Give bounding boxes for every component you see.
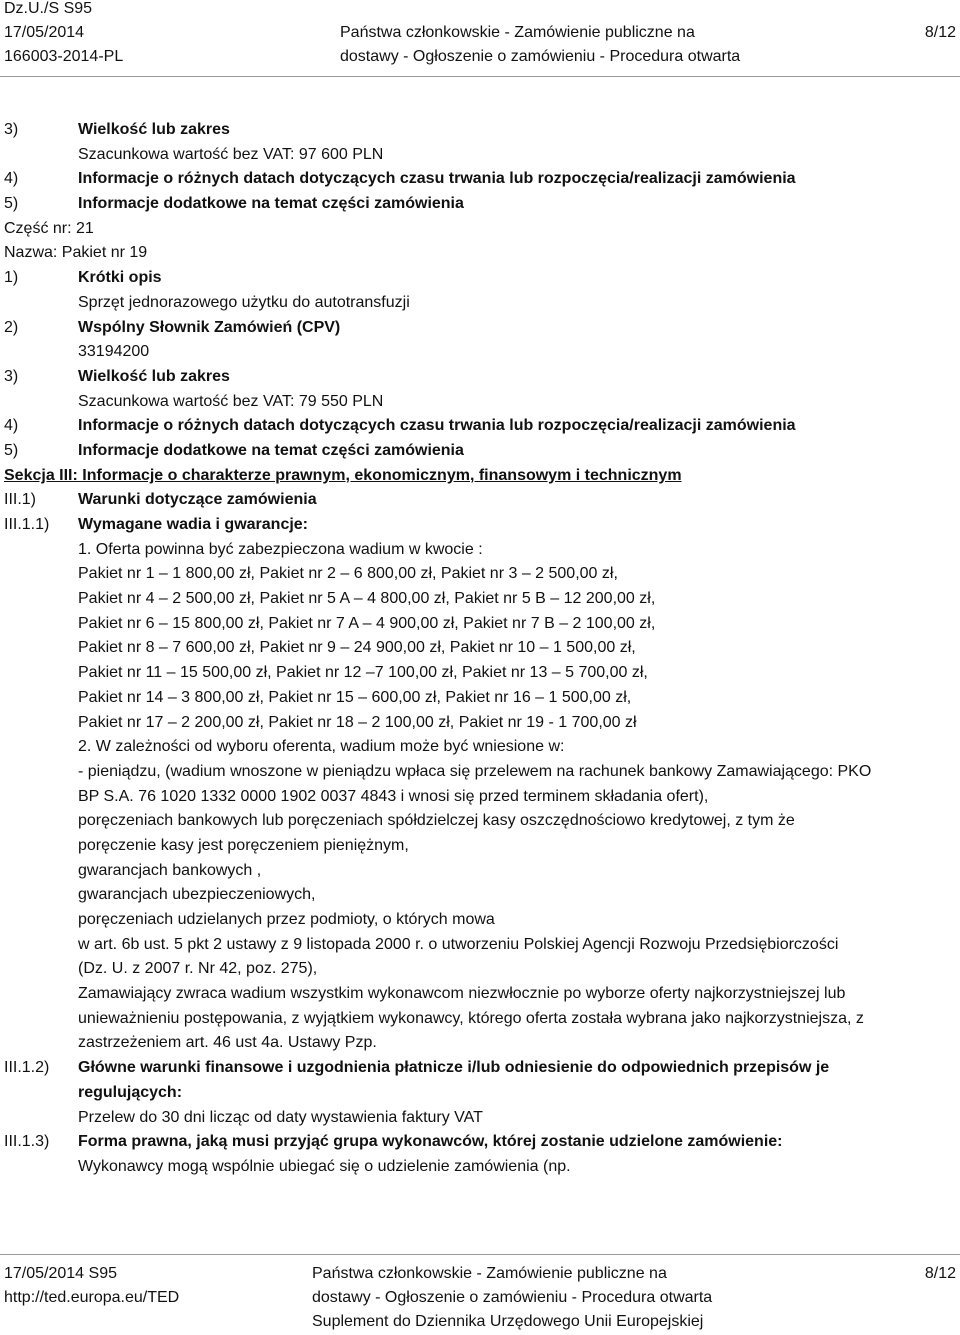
- text-line: [0, 908, 960, 933]
- text-line: [0, 587, 960, 612]
- text-line: [0, 562, 960, 587]
- footer-date-issue: 17/05/2014 S95: [4, 1265, 117, 1282]
- section-number: 5): [4, 441, 19, 459]
- line-text: Pakiet nr 14 – 3 800,00 zł, Pakiet nr 15 – 600,00 zł, Pakiet nr 16 – 1 500,00 zł,: [78, 688, 632, 706]
- line-text: unieważnieniu postępowania, z wyjątkiem wykonawcy, którego oferta została wybrana jako najkorzystniejsza, z: [78, 1009, 864, 1027]
- section-number: 1): [4, 269, 19, 287]
- text-line: [0, 118, 960, 143]
- line-text: gwarancjach ubezpieczeniowych,: [78, 886, 316, 904]
- line-text: Zamawiający zwraca wadium wszystkim wykonawcom niezwłocznie po wyborze oferty najkorzystniejszej lub: [78, 985, 846, 1003]
- text-line: [0, 883, 960, 908]
- text-line: [0, 1031, 960, 1056]
- line-text: Pakiet nr 17 – 2 200,00 zł, Pakiet nr 18 – 2 100,00 zł, Pakiet nr 19 - 1 700,00 zł: [78, 713, 637, 731]
- line-text: Pakiet nr 8 – 7 600,00 zł, Pakiet nr 9 – 24 900,00 zł, Pakiet nr 10 – 1 500,00 zł,: [78, 639, 636, 657]
- line-text: poręczenie kasy jest poręczeniem pieniężnym,: [78, 836, 409, 854]
- text-line: [0, 859, 960, 884]
- line-text: zastrzeżeniem art. 46 ust 4a. Ustawy Pzp.: [78, 1034, 377, 1052]
- text-line: [0, 982, 960, 1007]
- line-text: poręczeniach bankowych lub poręczeniach spółdzielczej kasy oszczędnościowo kredytowej, z tym że: [78, 812, 795, 830]
- footer-title-line1: Państwa członkowskie - Zamówienie publiczne na: [312, 1265, 667, 1282]
- document-body: [0, 118, 960, 1180]
- text-line: [0, 365, 960, 390]
- text-line: [0, 1130, 960, 1155]
- text-line: [0, 291, 960, 316]
- header-divider: [0, 76, 960, 77]
- text-line: [0, 167, 960, 192]
- line-text: w art. 6b ust. 5 pkt 2 ustawy z 9 listopada 2000 r. o utworzeniu Polskiej Agencji Rozwoju Przedsiębiorczości: [78, 935, 839, 953]
- line-text: Przelew do 30 dni licząc od daty wystawienia faktury VAT: [78, 1108, 483, 1126]
- line-text: Forma prawna, jaką musi przyjąć grupa wykonawców, której zostanie udzielone zamówienie:: [78, 1133, 783, 1151]
- text-line: [0, 834, 960, 859]
- text-line: [0, 1007, 960, 1032]
- text-line: [0, 1056, 960, 1081]
- text-line: [0, 1081, 960, 1106]
- text-line: [0, 390, 960, 415]
- line-text: Informacje dodatkowe na temat części zamówienia: [78, 441, 464, 459]
- section-number: III.1.2): [4, 1059, 50, 1077]
- section-number: 3): [4, 121, 19, 138]
- section-number: 5): [4, 195, 19, 213]
- text-line: [0, 957, 960, 982]
- page-footer: [0, 1258, 960, 1334]
- text-line: [0, 612, 960, 637]
- line-text: Główne warunki finansowe i uzgodnienia płatnicze i/lub odniesienie do odpowiednich przepisów je: [78, 1059, 830, 1077]
- text-line: [0, 538, 960, 563]
- line-text: gwarancjach bankowych ,: [78, 861, 262, 879]
- line-text: poręczeniach udzielanych przez podmioty, o których mowa: [78, 911, 495, 928]
- text-line: [0, 1155, 960, 1180]
- text-line: [0, 760, 960, 785]
- line-text: Szacunkowa wartość bez VAT: 79 550 PLN: [78, 392, 384, 410]
- line-text: Pakiet nr 1 – 1 800,00 zł, Pakiet nr 2 – 6 800,00 zł, Pakiet nr 3 – 2 500,00 zł,: [78, 565, 618, 583]
- text-line: [0, 488, 960, 513]
- text-line: [0, 241, 960, 266]
- section-number: III.1): [4, 491, 37, 509]
- line-text: Pakiet nr 4 – 2 500,00 zł, Pakiet nr 5 A – 4 800,00 zł, Pakiet nr 5 B – 12 200,00 zł,: [78, 590, 656, 608]
- text-line: [0, 735, 960, 760]
- text-line: [0, 217, 960, 242]
- header-page-number: 8/12: [924, 24, 956, 41]
- section-number: III.1.1): [4, 516, 50, 533]
- footer-title-line2: dostawy - Ogłoszenie o zamówieniu - Procedura otwarta: [312, 1289, 713, 1306]
- text-line: [0, 192, 960, 217]
- section-number: 2): [4, 318, 19, 336]
- line-text: Pakiet nr 11 – 15 500,00 zł, Pakiet nr 12 –7 100,00 zł, Pakiet nr 13 – 5 700,00 zł,: [78, 664, 648, 682]
- footer-page-number: 8/12: [924, 1265, 956, 1282]
- line-text: Pakiet nr 6 – 15 800,00 zł, Pakiet nr 7 A – 4 900,00 zł, Pakiet nr 7 B – 2 100,00 zł,: [78, 614, 656, 632]
- text-line: [0, 1106, 960, 1131]
- line-text: - pieniądzu, (wadium wnoszone w pieniądzu wpłaca się przelewem na rachunek bankowy Zamawiającego: PKO: [78, 762, 872, 780]
- line-text: Sekcja III: Informacje o charakterze prawnym, ekonomicznym, finansowym i technicznym: [4, 466, 682, 484]
- line-text: Szacunkowa wartość bez VAT: 97 600 PLN: [78, 145, 384, 163]
- footer-url: http://ted.europa.eu/TED: [4, 1289, 180, 1306]
- text-line: [0, 636, 960, 661]
- line-text: (Dz. U. z 2007 r. Nr 42, poz. 275),: [78, 960, 318, 978]
- text-line: [0, 464, 960, 489]
- line-text: Nazwa: Pakiet nr 19: [4, 244, 148, 262]
- text-line: [0, 809, 960, 834]
- line-text: 2. W zależności od wyboru oferenta, wadium może być wniesione w:: [78, 738, 565, 756]
- text-line: [0, 513, 960, 538]
- footer-supplement: Suplement do Dziennika Urzędowego Unii Europejskiej: [312, 1313, 704, 1330]
- section-number: 4): [4, 417, 19, 435]
- line-text: 33194200: [78, 343, 150, 361]
- page-header: [0, 0, 960, 78]
- header-date: 17/05/2014: [4, 24, 85, 41]
- line-text: 1. Oferta powinna być zabezpieczona wadium w kwocie :: [78, 540, 483, 558]
- header-journal-ref: Dz.U./S S95: [4, 0, 93, 17]
- text-line: [0, 933, 960, 958]
- line-text: regulujących:: [78, 1083, 183, 1101]
- header-title-line2: dostawy - Ogłoszenie o zamówieniu - Procedura otwarta: [340, 48, 741, 65]
- text-line: [0, 439, 960, 464]
- text-line: [0, 686, 960, 711]
- section-number: 3): [4, 367, 19, 385]
- line-text: Warunki dotyczące zamówienia: [78, 491, 317, 509]
- line-text: Część nr: 21: [4, 219, 94, 237]
- text-line: [0, 143, 960, 168]
- text-line: [0, 316, 960, 341]
- line-text: Krótki opis: [78, 269, 162, 287]
- text-line: [0, 340, 960, 365]
- section-number: 4): [4, 170, 19, 188]
- text-line: [0, 661, 960, 686]
- line-text: Wielkość lub zakres: [78, 121, 230, 138]
- line-text: Informacje dodatkowe na temat części zamówienia: [78, 195, 464, 213]
- section-number: III.1.3): [4, 1133, 50, 1151]
- header-notice-id: 166003-2014-PL: [4, 48, 124, 65]
- line-text: Sprzęt jednorazowego użytku do autotransfuzji: [78, 293, 410, 311]
- line-text: Wielkość lub zakres: [78, 367, 230, 385]
- text-line: [0, 785, 960, 810]
- text-line: [0, 266, 960, 291]
- line-text: Informacje o różnych datach dotyczących czasu trwania lub rozpoczęcia/realizacji zamówienia: [78, 417, 796, 435]
- text-line: [0, 711, 960, 736]
- header-title-line1: Państwa członkowskie - Zamówienie publiczne na: [340, 24, 695, 41]
- line-text: Wykonawcy mogą wspólnie ubiegać się o udzielenie zamówienia (np.: [78, 1157, 571, 1175]
- text-line: [0, 414, 960, 439]
- line-text: Informacje o różnych datach dotyczących czasu trwania lub rozpoczęcia/realizacji zamówienia: [78, 170, 796, 188]
- line-text: BP S.A. 76 1020 1332 0000 1902 0037 4843 i wnosi się przed terminem składania ofert),: [78, 787, 709, 805]
- line-text: Wymagane wadia i gwarancje:: [78, 516, 309, 533]
- footer-divider: [0, 1254, 960, 1255]
- line-text: Wspólny Słownik Zamówień (CPV): [78, 318, 341, 336]
